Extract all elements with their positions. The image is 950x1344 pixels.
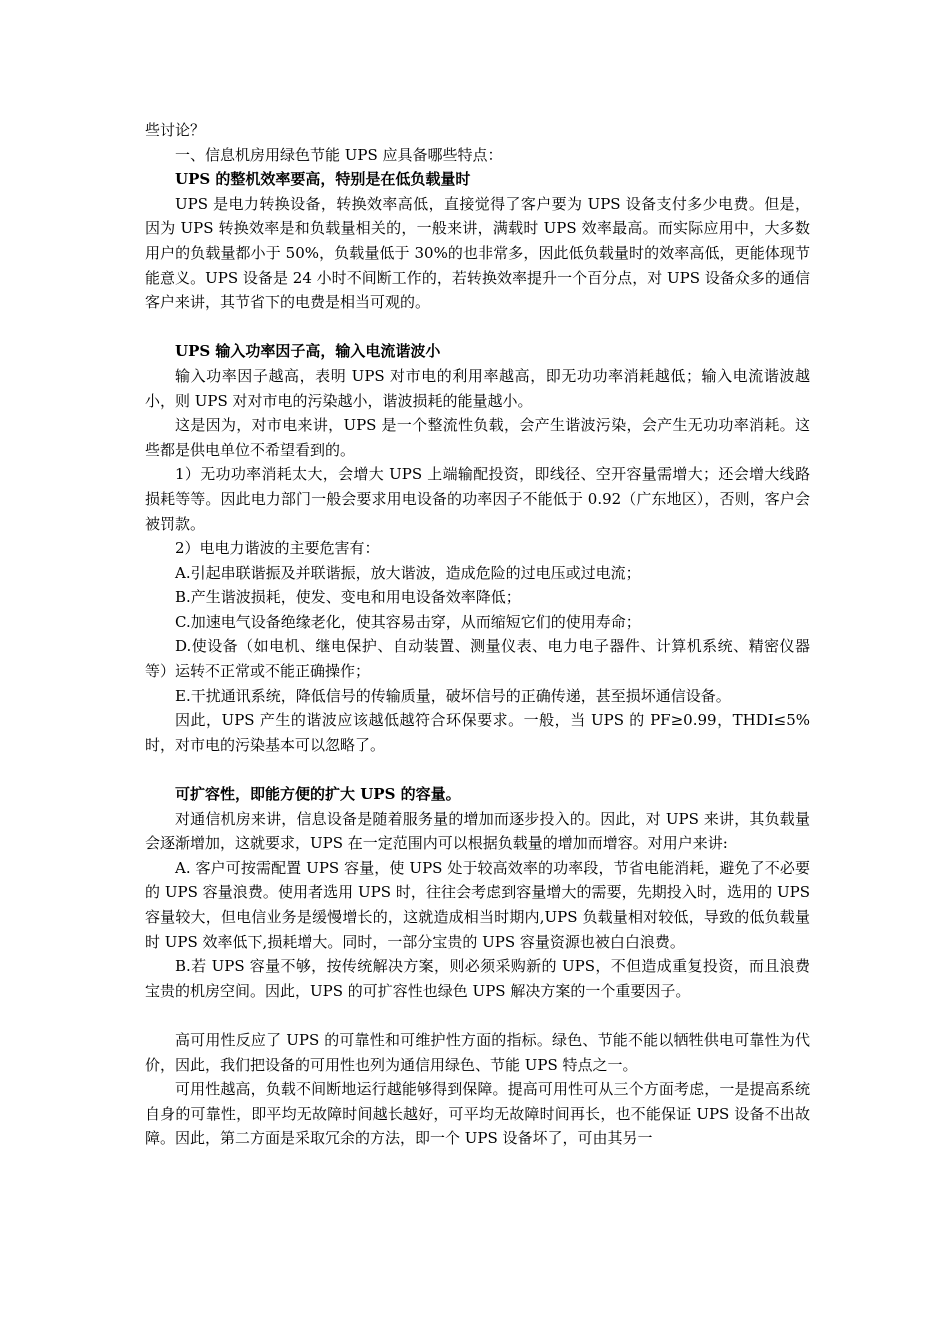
list-item-e: E.干扰通讯系统，降低信号的传输质量，破坏信号的正确传递，甚至损坏通信设备。	[175, 686, 731, 705]
document-page	[145, 118, 810, 1151]
list-item-c: C.加速电气设备绝缘老化，使其容易击穿，从而缩短它们的使用寿命；	[175, 612, 641, 631]
paragraph-harmonic-hazards: 2）电电力谐波的主要危害有：	[175, 539, 380, 558]
heading-scalability: 可扩容性，即能方便的扩大 UPS 的容量。	[175, 785, 461, 804]
spacer	[145, 1003, 810, 1028]
paragraph-scalability-a: A. 客户可按需配置 UPS 容量，使 UPS 处于较高效率的功率段，节省电能消耗，避免了不必要的 UPS 容量浪费。使用者选用 UPS 时，往往会考虑到容量增大的需要，先期投入时，选用的 UPS 容量较大，但电信业务是缓慢增长的，这就造成相当时期内,UPS 负载量相对较低，导致的低负载量时 UPS 效率低下,损耗增大。同时，一部分宝贵的 UPS 容量资源也被白白浪费。	[145, 858, 810, 951]
paragraph-section-intro: 一、信息机房用绿色节能 UPS 应具备哪些特点：	[175, 145, 503, 164]
heading-efficiency: UPS 的整机效率要高，特别是在低负载量时	[175, 170, 471, 189]
heading-power-factor: UPS 输入功率因子高，输入电流谐波小	[175, 342, 441, 361]
paragraph-rectifier-load: 这是因为，对市电来讲，UPS 是一个整流性负载，会产生谐波污染，会产生无功功率消耗。这些都是供电单位不希望看到的。	[145, 416, 810, 459]
paragraph-availability: 高可用性反应了 UPS 的可靠性和可维护性方面的指标。绿色、节能不能以牺牲供电可靠性为代价，因此，我们把设备的可用性也列为通信用绿色、节能 UPS 特点之一。	[145, 1030, 810, 1074]
list-item-a: A.引起串联谐振及并联谐振，放大谐波，造成危险的过电压或过电流；	[175, 563, 641, 582]
list-item-d: D.使设备（如电机、继电保护、自动装置、测量仪表、电力电子器件、计算机系统、精密仪器等）运转不正常或不能正确操作；	[145, 637, 810, 681]
paragraph-scalability-b: B.若 UPS 容量不够，按传统解决方案，则必须采购新的 UPS，不但造成重复投资，而且浪费宝贵的机房空间。因此，UPS 的可扩容性也绿色 UPS 解决方案的一个重要因子。	[145, 957, 810, 1000]
paragraph-efficiency: UPS 是电力转换设备，转换效率高低，直接觉得了客户要为 UPS 设备支付多少电费。但是，因为 UPS 转换效率是和负载量相关的，一般来讲，满载时 UPS 效率最高。而实际应用中，大多数用户的负载量都小于 50%，负载量低于 30%的也非常多，因此低负载量时的效率高低，更能体现节能意义。UPS 设备是 24 小时不间断工作的，若转换效率提升一个百分点，对 UPS 设备众多的通信客户来讲，其节省下的电费是相当可观的。	[145, 194, 810, 312]
paragraph-availability-detail: 可用性越高，负载不间断地运行越能够得到保障。提高可用性可从三个方面考虑，一是提高系统自身的可靠性，即平均无故障时间越长越好，可平均无故障时间再长，也不能保证 UPS 设备不出故障。因此，第二方面是采取冗余的方法，即一个 UPS 设备坏了，可由其另一	[145, 1080, 810, 1148]
spacer	[145, 757, 810, 782]
paragraph-intro-fragment: 些讨论？	[145, 121, 206, 139]
paragraph-power-factor: 输入功率因子越高，表明 UPS 对市电的利用率越高，即无功功率消耗越低；输入电流谐波越小，则 UPS 对对市电的污染越小，谐波损耗的能量越小。	[145, 366, 810, 410]
spacer	[145, 315, 810, 340]
paragraph-reactive-power: 1）无功功率消耗太大，会增大 UPS 上端输配投资，即线径、空开容量需增大；还会增大线路损耗等等。因此电力部门一般会要求用电设备的功率因子不能低于 0.92（广东地区），否则，客户会被罚款。	[145, 465, 810, 533]
list-item-b: B.产生谐波损耗，使发、变电和用电设备效率降低；	[175, 588, 521, 607]
paragraph-scalability: 对通信机房来讲，信息设备是随着服务量的增加而逐步投入的。因此，对 UPS 来讲，其负载量会逐渐增加，这就要求，UPS 在一定范围内可以根据负载量的增加而增容。对用户来讲:	[145, 809, 810, 853]
paragraph-harmonic-conclusion: 因此，UPS 产生的谐波应该越低越符合环保要求。一般，当 UPS 的 PF≥0.99，THDI≤5%时，对市电的污染基本可以忽略了。	[145, 711, 810, 754]
